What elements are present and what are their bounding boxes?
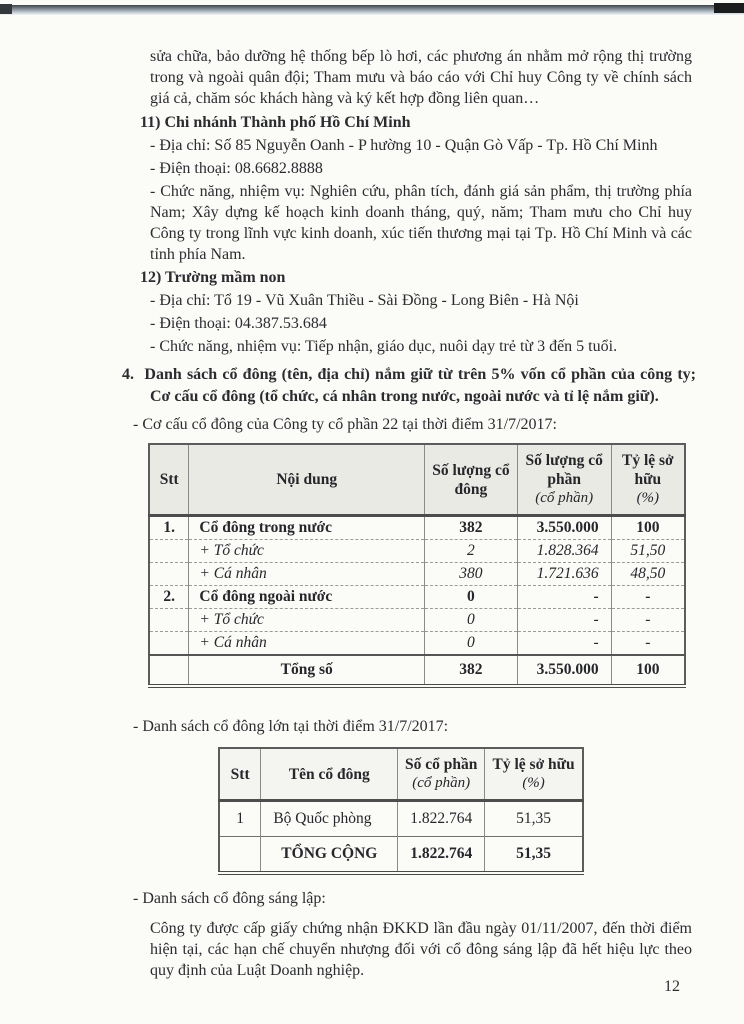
cell-ratio: 51,50 bbox=[611, 540, 685, 563]
cell-shares: 1.822.764 bbox=[398, 801, 485, 837]
scan-artifact-left bbox=[0, 4, 12, 14]
header-shares-unit: (cổ phần) bbox=[535, 490, 594, 506]
branch-11-phone: - Điện thoại: 08.6682.8888 bbox=[150, 160, 323, 177]
cell-count: 0 bbox=[425, 586, 518, 609]
cell-label: + Cá nhân bbox=[189, 632, 425, 656]
table-header bbox=[149, 444, 685, 516]
scan-artifact-right bbox=[714, 3, 744, 13]
item-4-marker: 4. bbox=[122, 366, 134, 383]
cell-shares: 3.550.000 bbox=[517, 655, 611, 686]
header-cell-content: Nội dung bbox=[189, 444, 425, 516]
branch-11-heading: 11) Chi nhánh Thành phố Hồ Chí Minh bbox=[140, 114, 411, 131]
table-row bbox=[149, 586, 685, 609]
cell-ratio: 51,35 bbox=[485, 837, 583, 874]
table-row bbox=[149, 563, 685, 586]
numbered-item-4 bbox=[122, 364, 696, 408]
cell-ratio: 100 bbox=[611, 655, 685, 686]
cell-shares: - bbox=[517, 632, 611, 656]
cell-ratio: - bbox=[611, 609, 685, 632]
header-cell-shares bbox=[517, 444, 611, 516]
branch-11-functions: - Chức năng, nhiệm vụ: Nghiên cứu, phân tích, đánh giá sản phẩm, thị trường phía Nam; Xây dựng kế hoạch kinh doanh tháng, quý, năm; Tham mưu cho Chỉ huy Công ty trong lĩnh vực kinh doanh, xúc tiến thương mại tại Tp. Hồ Chí Minh và các tỉnh phía Nam. bbox=[150, 183, 692, 263]
cell-count: 2 bbox=[425, 540, 518, 563]
table-row bbox=[219, 801, 583, 837]
table-row bbox=[149, 516, 685, 540]
bullet-founding-shareholders: - Danh sách cổ đông sáng lập: bbox=[133, 890, 326, 907]
header-shares-label: Số cổ phần bbox=[405, 756, 478, 773]
header-shares-unit: (cổ phần) bbox=[412, 775, 471, 791]
table-header-row bbox=[149, 444, 685, 516]
cell-total-label: TỔNG CỘNG bbox=[261, 837, 398, 874]
cell-shares: - bbox=[517, 609, 611, 632]
cell-stt: 1 bbox=[219, 801, 261, 837]
table-header bbox=[219, 748, 583, 801]
cell-ratio: - bbox=[611, 632, 685, 656]
cell-shares: 1.721.636 bbox=[517, 563, 611, 586]
closing-paragraph: Công ty được cấp giấy chứng nhận ĐKKD lần đầu ngày 01/11/2007, đến thời điểm hiện tại, các hạn chế chuyển nhượng đối với cổ đông sáng lập đã hết hiệu lực theo quy định của Luật Doanh nghiệp. bbox=[150, 920, 692, 979]
cell-stt bbox=[149, 563, 189, 586]
major-shareholders-table bbox=[218, 747, 584, 875]
header-ratio-label: Tỷ lệ sở hữu bbox=[492, 756, 575, 773]
cell-count: 382 bbox=[425, 516, 518, 540]
cell-label: Cổ đông trong nước bbox=[189, 516, 425, 540]
cell-label: + Tổ chức bbox=[189, 609, 425, 632]
cell-stt-empty bbox=[219, 837, 261, 874]
scan-artifact-bar bbox=[0, 5, 744, 15]
cell-count: 380 bbox=[425, 563, 518, 586]
cell-ratio: 51,35 bbox=[485, 801, 583, 837]
header-ratio-unit: (%) bbox=[522, 775, 545, 791]
page-number: 12 bbox=[664, 978, 680, 995]
section-branch-11 bbox=[0, 112, 744, 265]
header-cell-stt: Stt bbox=[149, 444, 189, 516]
cell-name: Bộ Quốc phòng bbox=[261, 801, 398, 837]
table-row bbox=[149, 609, 685, 632]
branch-12-functions: - Chức năng, nhiệm vụ: Tiếp nhận, giáo dục, nuôi dạy trẻ từ 3 đến 5 tuổi. bbox=[150, 338, 618, 355]
cell-shares: 1.828.364 bbox=[517, 540, 611, 563]
cell-stt bbox=[149, 540, 189, 563]
table-header-row bbox=[219, 748, 583, 801]
intro-paragraph: sửa chữa, bảo dưỡng hệ thống bếp lò hơi, các phương án nhằm mở rộng thị trường trong và ngoài quân đội; Tham mưu và báo cáo với Chỉ huy Công ty về chính sách giá cả, chăm sóc khách hàng và ký kết hợp đồng liên quan… bbox=[150, 48, 692, 107]
header-cell-shares bbox=[398, 748, 485, 801]
header-ratio-label: Tỷ lệ sở hữu bbox=[622, 452, 674, 488]
cell-label: + Tổ chức bbox=[189, 540, 425, 563]
cell-shares: 1.822.764 bbox=[398, 837, 485, 874]
table-total-row bbox=[149, 655, 685, 686]
cell-ratio: 100 bbox=[611, 516, 685, 540]
table-row bbox=[149, 540, 685, 563]
cell-stt: 1. bbox=[149, 516, 189, 540]
branch-12-heading: 12) Trường mầm non bbox=[140, 269, 286, 286]
cell-shares: 3.550.000 bbox=[517, 516, 611, 540]
item-4-text: Danh sách cổ đông (tên, địa chỉ) nắm giữ từ trên 5% vốn cổ phần của công ty; Cơ cấu cổ đông (tổ chức, cá nhân trong nước, ngoài nước và tỉ lệ nắm giữ). bbox=[144, 366, 697, 405]
cell-stt-empty bbox=[149, 655, 189, 686]
shareholder-structure-table bbox=[148, 443, 686, 688]
branch-12-address: - Địa chỉ: Tổ 19 - Vũ Xuân Thiều - Sài Đồng - Long Biên - Hà Nội bbox=[150, 292, 579, 309]
cell-count: 382 bbox=[425, 655, 518, 686]
header-cell-stt: Stt bbox=[219, 748, 261, 801]
cell-stt: 2. bbox=[149, 586, 189, 609]
cell-count: 0 bbox=[425, 632, 518, 656]
header-cell-ratio bbox=[485, 748, 583, 801]
bullet-shareholder-structure: - Cơ cấu cổ đông của Công ty cổ phần 22 tại thời điểm 31/7/2017: bbox=[133, 416, 557, 433]
bullet-major-shareholders: - Danh sách cổ đông lớn tại thời điểm 31/7/2017: bbox=[133, 718, 449, 735]
branch-12-phone: - Điện thoại: 04.387.53.684 bbox=[150, 315, 327, 332]
cell-label: + Cá nhân bbox=[189, 563, 425, 586]
cell-count: 0 bbox=[425, 609, 518, 632]
header-cell-ratio bbox=[611, 444, 685, 516]
cell-stt bbox=[149, 609, 189, 632]
cell-label: Cổ đông ngoài nước bbox=[189, 586, 425, 609]
cell-shares: - bbox=[517, 586, 611, 609]
document-body bbox=[0, 46, 744, 996]
header-cell-name: Tên cổ đông bbox=[261, 748, 398, 801]
cell-ratio: 48,50 bbox=[611, 563, 685, 586]
header-cell-count: Số lượng cổ đông bbox=[425, 444, 518, 516]
branch-11-address: - Địa chỉ: Số 85 Nguyễn Oanh - P hường 10 - Quận Gò Vấp - Tp. Hồ Chí Minh bbox=[150, 137, 658, 154]
section-branch-12 bbox=[0, 267, 744, 357]
header-shares-label: Số lượng cổ phần bbox=[525, 452, 603, 488]
cell-ratio: - bbox=[611, 586, 685, 609]
cell-total-label: Tổng số bbox=[189, 655, 425, 686]
table-row bbox=[149, 632, 685, 656]
table-total-row bbox=[219, 837, 583, 874]
cell-stt bbox=[149, 632, 189, 656]
header-ratio-unit: (%) bbox=[636, 490, 660, 506]
